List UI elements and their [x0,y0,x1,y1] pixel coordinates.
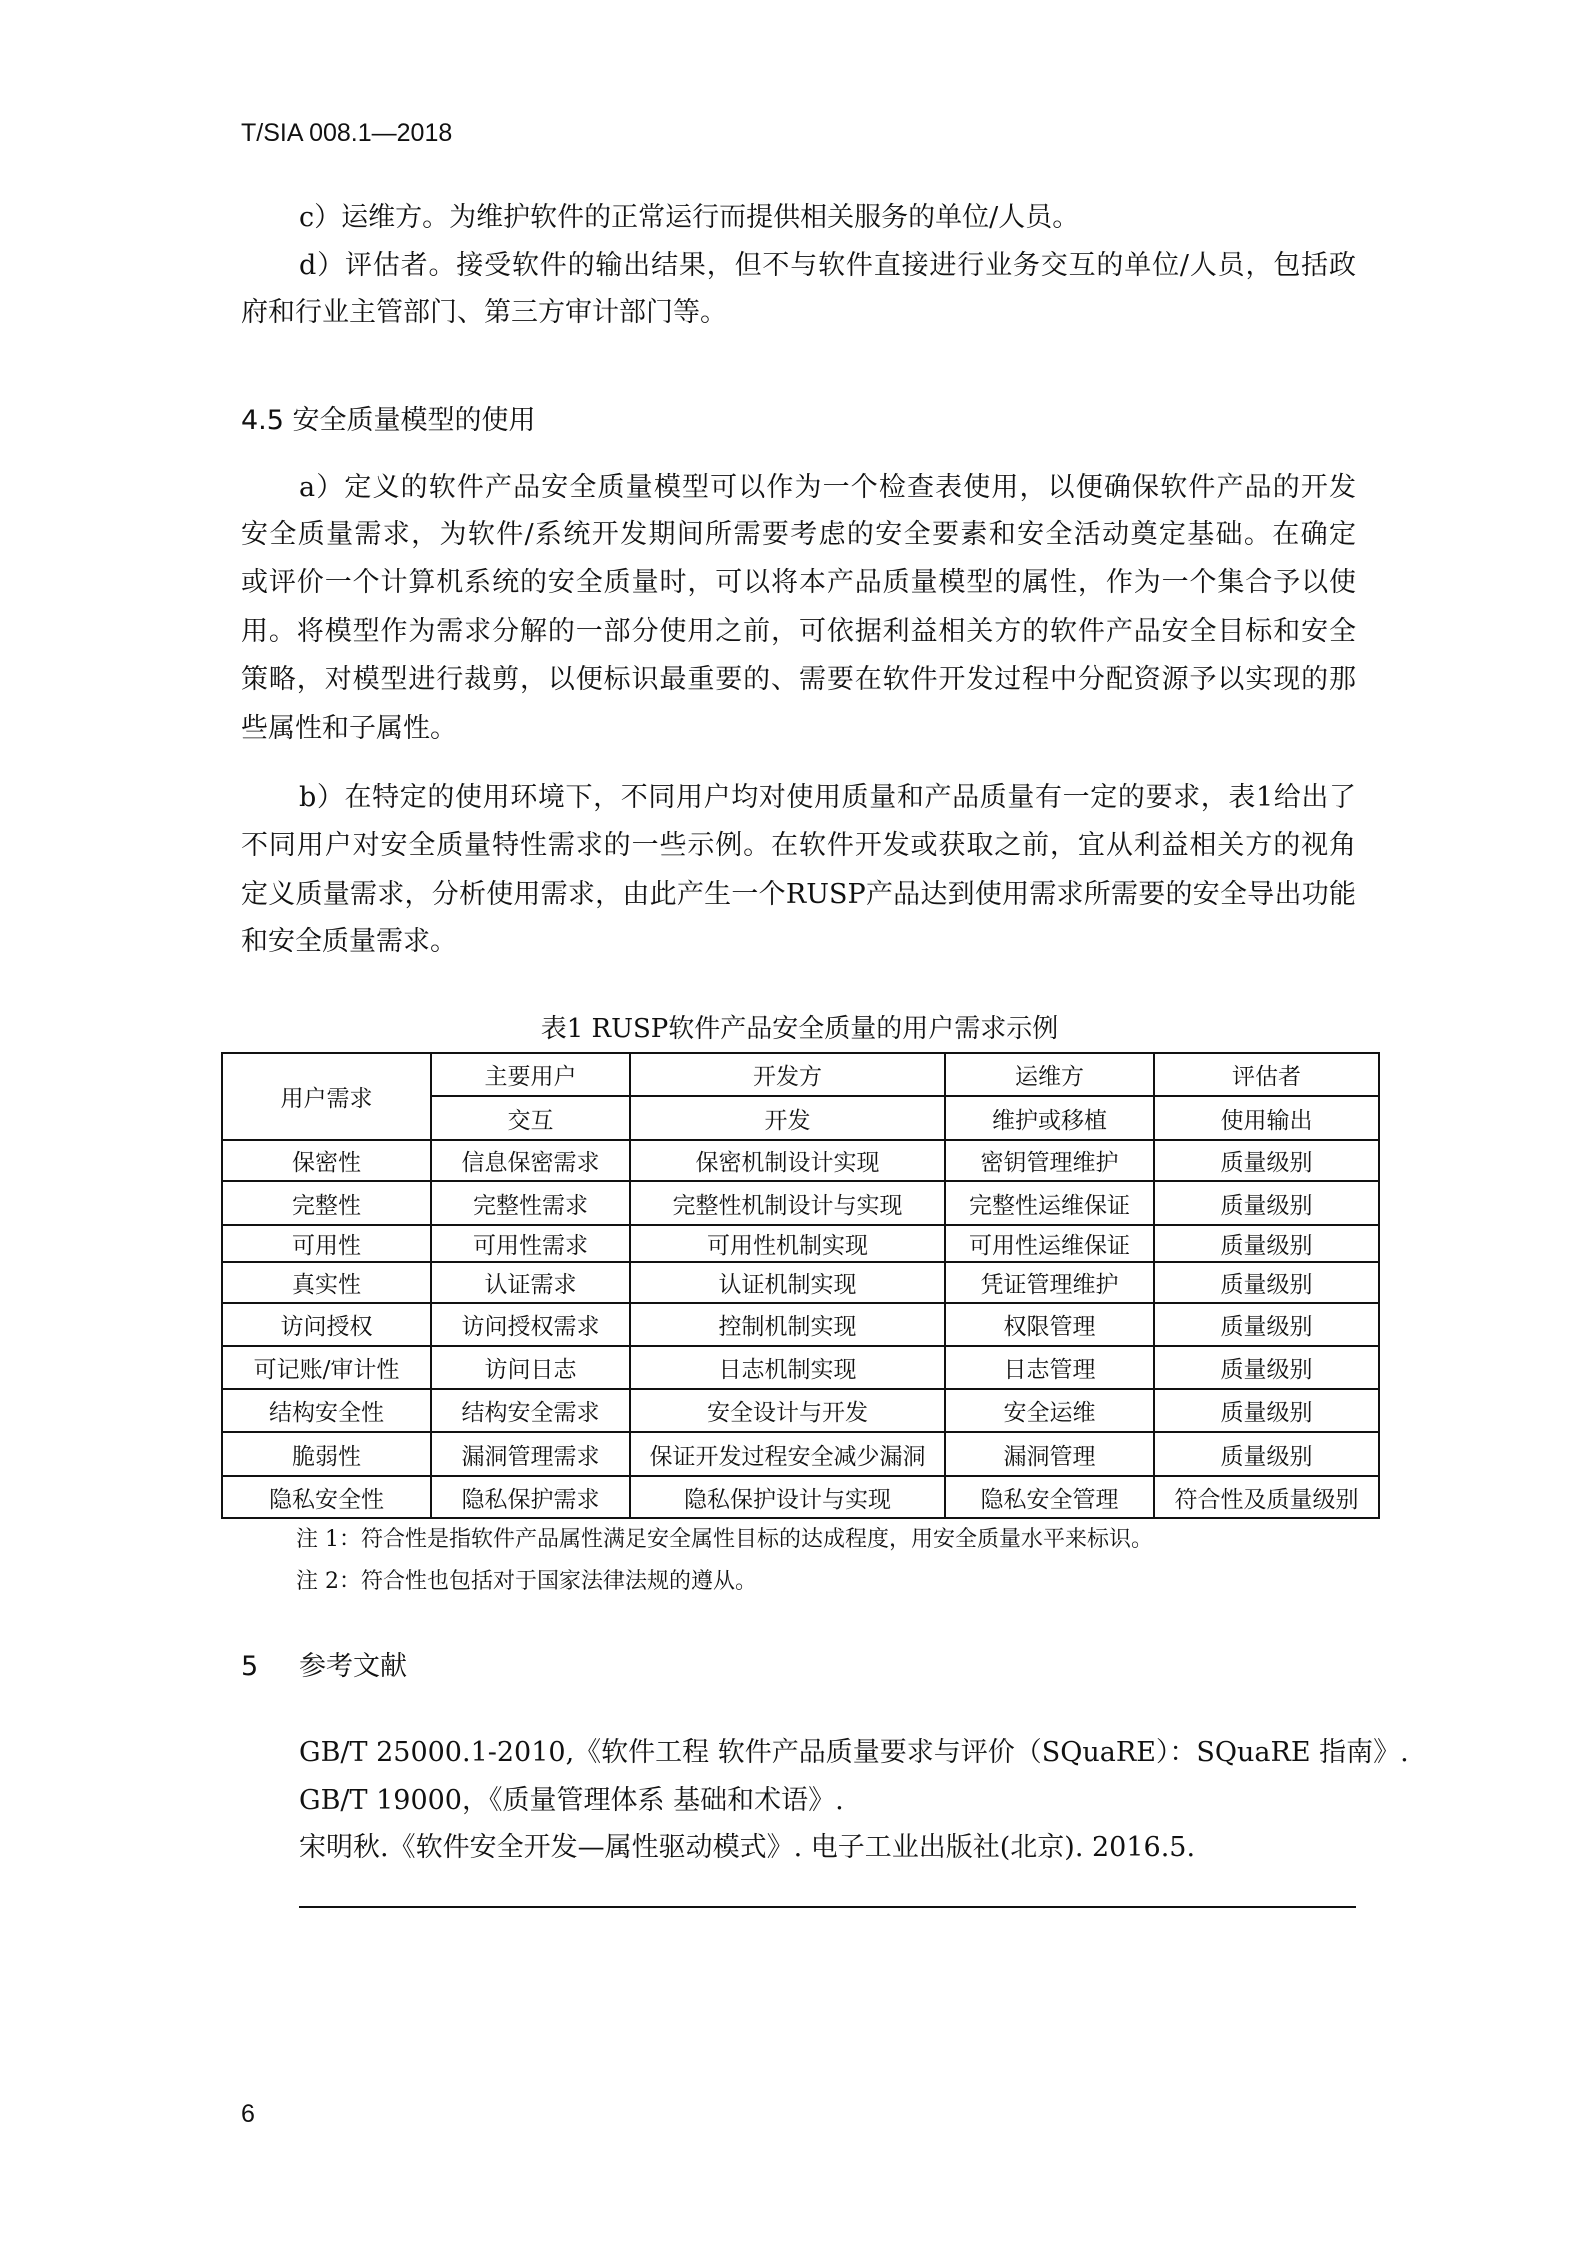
table-row [222,1346,1379,1389]
table-cell: 可记账/审计性 [222,1346,431,1389]
table-cell: 质量级别 [1154,1303,1379,1346]
table-row [222,1225,1379,1262]
table-cell: 凭证管理维护 [945,1262,1154,1303]
table-cell: 结构安全需求 [431,1389,630,1432]
table-cell: 符合性及质量级别 [1154,1476,1379,1518]
table-cell: 真实性 [222,1262,431,1303]
table-row [222,1303,1379,1346]
table-note: 注 1：符合性是指软件产品属性满足安全属性目标的达成程度，用安全质量水平来标识。 [296,1527,1153,1552]
header-cell: 运维方 [945,1053,1154,1096]
table-cell: 质量级别 [1154,1432,1379,1476]
table-caption: 表1 RUSP软件产品安全质量的用户需求示例 [540,1014,1059,1044]
table-cell: 完整性运维保证 [945,1181,1154,1225]
table-cell: 控制机制实现 [630,1303,945,1346]
para-a-line: 策略，对模型进行裁剪，以便标识最重要的、需要在软件开发过程中分配资源予以实现的那 [241,664,1356,695]
para-b-line: 不同用户对安全质量特性需求的一些示例。在软件开发或获取之前，宜从利益相关方的视角 [241,830,1356,861]
table-cell: 可用性运维保证 [945,1225,1154,1262]
table-header-row [222,1053,1379,1096]
table-cell: 日志机制实现 [630,1346,945,1389]
table-row [222,1389,1379,1432]
item-d-line: 府和行业主管部门、第三方审计部门等。 [241,297,727,328]
section-5-heading: 参考文献 [299,1651,407,1682]
para-a-line: 用。将模型作为需求分解的一部分使用之前，可依据利益相关方的软件产品安全目标和安全 [241,616,1356,647]
para-b-line: 定义质量需求，分析使用需求，由此产生一个RUSP产品达到使用需求所需要的安全导出功能 [241,879,1356,910]
table-cell: 漏洞管理需求 [431,1432,630,1476]
section-4-5-heading: 4.5 安全质量模型的使用 [241,405,536,436]
table-cell: 密钥管理维护 [945,1140,1154,1181]
reference-item: 宋明秋.《软件安全开发—属性驱动模式》. 电子工业出版社(北京). 2016.5. [299,1832,1196,1863]
end-rule [299,1906,1356,1908]
table-cell: 质量级别 [1154,1262,1379,1303]
para-b-line: b）在特定的使用环境下，不同用户均对使用质量和产品质量有一定的要求，表1给出了 [299,782,1356,813]
header-cell: 交互 [431,1096,630,1140]
document-header: T/SIA 008.1—2018 [241,119,453,147]
table-cell: 访问日志 [431,1346,630,1389]
item-d-line: d）评估者。接受软件的输出结果，但不与软件直接进行业务交互的单位/人员，包括政 [299,250,1356,281]
table-cell: 权限管理 [945,1303,1154,1346]
table-cell: 完整性需求 [431,1181,630,1225]
table-cell: 隐私保护需求 [431,1476,630,1518]
table-cell: 隐私安全性 [222,1476,431,1518]
table-cell: 结构安全性 [222,1389,431,1432]
table-cell: 质量级别 [1154,1181,1379,1225]
table-note: 注 2：符合性也包括对于国家法律法规的遵从。 [296,1569,757,1594]
table-cell: 质量级别 [1154,1389,1379,1432]
table-cell: 质量级别 [1154,1140,1379,1181]
table-cell: 保密性 [222,1140,431,1181]
reference-item: GB/T 25000.1-2010,《软件工程 软件产品质量要求与评价（SQuaRE）：SQuaRE 指南》. [299,1737,1409,1768]
table-cell: 认证机制实现 [630,1262,945,1303]
table-cell: 完整性机制设计与实现 [630,1181,945,1225]
table-cell: 认证需求 [431,1262,630,1303]
requirements-table [221,1052,1380,1519]
para-a-line: 安全质量需求，为软件/系统开发期间所需要考虑的安全要素和安全活动奠定基础。在确定 [241,519,1356,550]
header-cell: 用户需求 [222,1053,431,1140]
header-cell: 使用输出 [1154,1096,1379,1140]
table-row [222,1181,1379,1225]
table-cell: 保证开发过程安全减少漏洞 [630,1432,945,1476]
table-row [222,1262,1379,1303]
table-cell: 隐私保护设计与实现 [630,1476,945,1518]
item-c: c）运维方。为维护软件的正常运行而提供相关服务的单位/人员。 [299,202,1080,233]
table-row [222,1432,1379,1476]
table-cell: 访问授权 [222,1303,431,1346]
table-cell: 可用性 [222,1225,431,1262]
reference-item: GB/T 19000，《质量管理体系 基础和术语》. [299,1785,844,1816]
page-number: 6 [241,2100,255,2128]
table-cell: 日志管理 [945,1346,1154,1389]
table-cell: 可用性需求 [431,1225,630,1262]
table-cell: 安全运维 [945,1389,1154,1432]
table-cell: 漏洞管理 [945,1432,1154,1476]
header-cell: 开发方 [630,1053,945,1096]
header-cell: 维护或移植 [945,1096,1154,1140]
para-a-line: a）定义的软件产品安全质量模型可以作为一个检查表使用，以便确保软件产品的开发 [299,472,1356,503]
section-5-number: 5 [241,1651,259,1682]
table-cell: 保密机制设计实现 [630,1140,945,1181]
para-a-line: 些属性和子属性。 [241,713,457,744]
table-row [222,1140,1379,1181]
table-cell: 脆弱性 [222,1432,431,1476]
table-row [222,1476,1379,1518]
para-b-line: 和安全质量需求。 [241,926,457,957]
header-cell: 开发 [630,1096,945,1140]
table-cell: 可用性机制实现 [630,1225,945,1262]
table-cell: 完整性 [222,1181,431,1225]
table-cell: 访问授权需求 [431,1303,630,1346]
table-cell: 安全设计与开发 [630,1389,945,1432]
para-a-line: 或评价一个计算机系统的安全质量时，可以将本产品质量模型的属性，作为一个集合予以使 [241,567,1356,598]
table-cell: 隐私安全管理 [945,1476,1154,1518]
header-cell: 主要用户 [431,1053,630,1096]
header-cell: 评估者 [1154,1053,1379,1096]
table-cell: 信息保密需求 [431,1140,630,1181]
table-cell: 质量级别 [1154,1346,1379,1389]
table-cell: 质量级别 [1154,1225,1379,1262]
